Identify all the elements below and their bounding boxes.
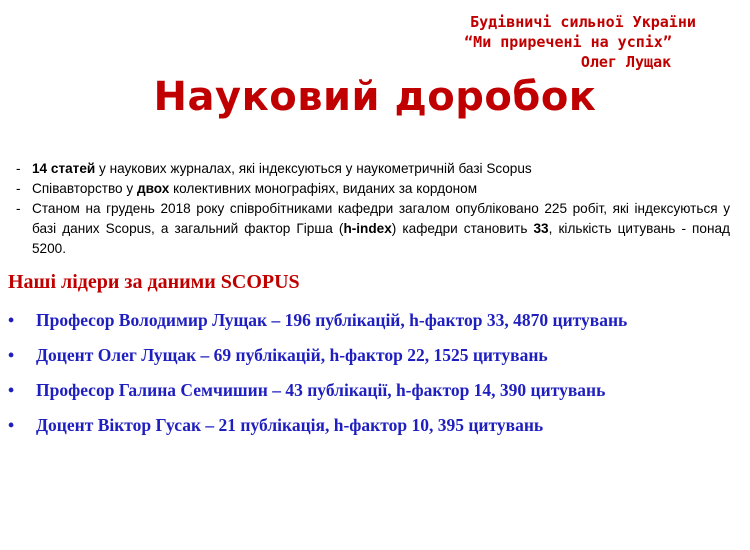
leader-item [8,378,748,413]
fact-bold: 14 статей [32,161,96,176]
leader-text: Професор Володимир Лущак – 196 публікацій, h-фактор 33, 4870 цитувань [36,310,628,330]
motto-line-1: Будівничі сильної України [470,13,696,31]
fact-item [16,199,730,259]
leader-item [8,308,748,343]
leader-text: Доцент Віктор Гусак – 21 публікація, h-фактор 10, 395 цитувань [36,415,544,435]
slide-title: Науковий доробок [153,74,597,120]
leader-text: Професор Галина Семчишин – 43 публікації, h-фактор 14, 390 цитувань [36,380,606,400]
motto-line-2: “Ми приречені на успіх” [464,33,672,51]
leader-text: Доцент Олег Лущак – 69 публікацій, h-фактор 22, 1525 цитувань [36,345,548,365]
fact-item [16,179,730,199]
fact-bold: 33 [533,221,549,236]
fact-text: у наукових журналах, які індексуються у наукометричній базі Scopus [95,161,532,176]
fact-text: Станом на грудень 2018 року співробітниками кафедри загалом опубліковано 225 робіт, які індексуються у базі даних Scopus, а загальний фактор Гірша ( [32,201,730,236]
fact-text: Співавторство у [32,181,137,196]
motto [408,12,728,72]
fact-text: , кількість цитувань - понад 5200. [32,221,730,256]
leaders-list [8,308,748,448]
dash-bullet: - [16,201,21,216]
bullet-icon: • [8,345,15,365]
fact-text: ) кафедри становить [391,221,534,236]
fact-bold: двох [136,181,170,196]
bullet-icon: • [8,415,15,435]
facts-list [16,159,730,259]
fact-text: колективних монографіях, виданих за кордоном [169,181,478,196]
leader-item [8,413,748,448]
bullet-icon: • [8,380,15,400]
motto-line-3: Олег Лущак [580,53,672,71]
fact-item [16,159,730,179]
leader-item [8,343,748,378]
leaders-heading: Наші лідери за даними SCOPUS [8,271,300,293]
dash-bullet: - [16,161,21,176]
bullet-icon: • [8,310,15,330]
dash-bullet: - [16,181,21,196]
fact-bold: h-index [343,221,392,236]
